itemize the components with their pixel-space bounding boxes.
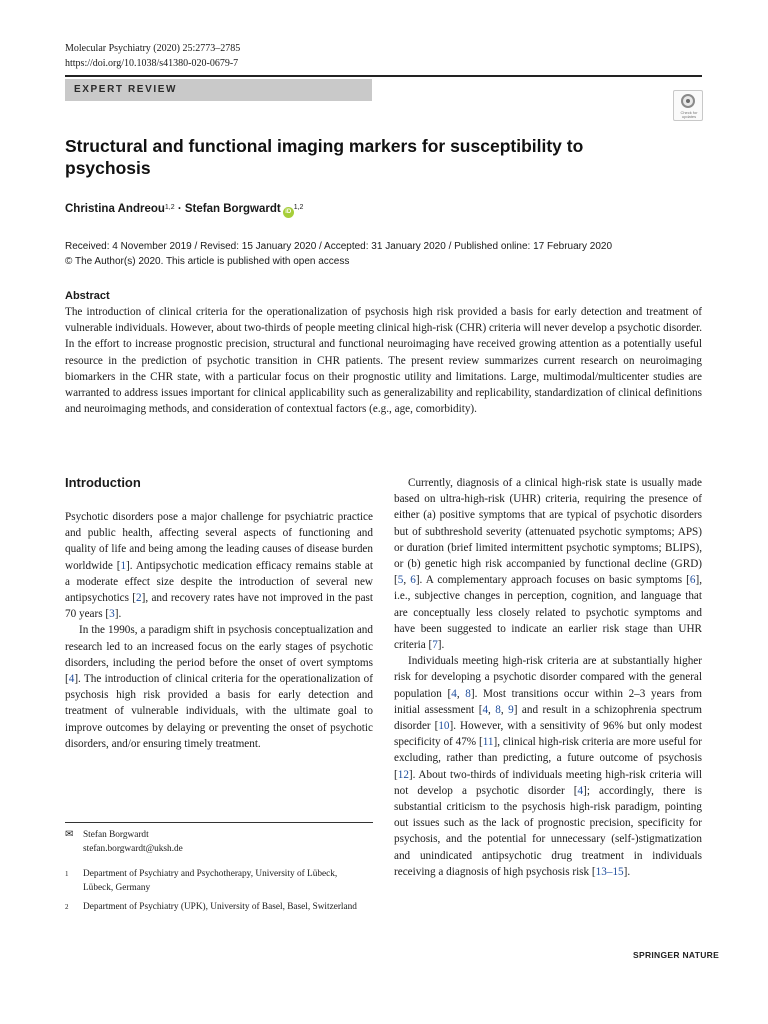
reference-link[interactable]: 7	[432, 639, 438, 652]
check-for-updates-badge[interactable]	[673, 90, 703, 121]
license-line: © The Author(s) 2020. This article is published with open access	[65, 255, 350, 267]
reference-link[interactable]: 10	[438, 720, 450, 733]
paragraph-text: ,	[403, 574, 411, 587]
article-type-band: EXPERT REVIEW	[65, 79, 372, 101]
paragraph-text: ] and result in a schizophrenia spectrum disorder [	[394, 703, 702, 733]
reference-link[interactable]: 8	[465, 687, 471, 700]
paragraph-text: ], and recovery rates have not improved in the past 70 years [	[65, 592, 374, 621]
abstract-text: The introduction of clinical criteria for the operationalization of psychosis high risk provided a basis for early detection and treatment of vulnerable individuals. However, about two-thirds of people meeting clinical high-risk (CHR) criteria will never develop a psychotic disorder. In the effort to increase prognostic precision, structural and functional neuroimaging have received growing attention as a potentially useful resource in the prediction of psychotic transition in CHR patients. The present review summarizes current research on neuroimaging biomarkers in the CHR state, with a particular focus on their prognostic utility and limitations. Large, multimodal/multicenter studies are warranted to address issues important for clinical applicability such as generalizability and replicability, standardization of clinical definitions and neuroimaging methods, and consideration of contextual factors (e.g., age, comorbidity).	[65, 306, 702, 416]
paragraph-text: ].	[114, 608, 122, 621]
paragraph-text: ]. A complementary approach focuses on basic symptoms [	[415, 574, 690, 587]
journal-header	[65, 41, 240, 71]
introduction-heading: Introduction	[65, 475, 141, 490]
reference-link[interactable]: 6	[689, 574, 696, 587]
reference-link[interactable]: 1	[120, 559, 127, 572]
journal-citation: Molecular Psychiatry (2020) 25:2773–2785	[65, 43, 241, 54]
author-affil-sup: 1,2	[164, 204, 175, 211]
footnote-rule	[65, 822, 373, 823]
body-paragraph	[65, 622, 373, 752]
abstract-heading: Abstract	[65, 290, 110, 302]
reference-link[interactable]: 3	[109, 608, 115, 621]
affiliation-item	[65, 901, 363, 915]
affiliation-number: 2	[65, 903, 69, 911]
paragraph-text: ,	[488, 703, 496, 716]
paragraph-text: ]. About two-thirds of individuals meeting high-risk criteria will not develop a psychotic disorder [	[394, 768, 702, 797]
author-list	[65, 201, 303, 218]
right-column-body	[394, 475, 702, 880]
paragraph-text: ,	[456, 687, 466, 700]
paragraph-text: ].	[623, 865, 631, 878]
correspondence-email[interactable]: stefan.borgwardt@uksh.de	[83, 843, 183, 854]
reference-link[interactable]: 2	[136, 592, 142, 605]
paragraph-text: ]. The introduction of clinical criteria for the operationalization of psychosis high risk provided a basis for early detection and treatment of vulnerable individuals, with the ultimate goal to improve outcomes by delaying or preventing the onset of psychotic disorders, and/or ensuring timely treatment.	[65, 673, 373, 750]
check-for-updates-icon	[681, 94, 695, 108]
reference-link[interactable]: 4	[577, 784, 584, 797]
publisher-logo: SPRINGER NATURE	[633, 950, 720, 960]
header-rule	[65, 75, 702, 77]
paragraph-text: ].	[437, 639, 445, 652]
paragraph-text: ], i.e., subjective changes in perception, cognition, and language that are conceptually less closely related to psychotic symptoms and have been suggested to indicate an earlier risk stage than UHR criteria [	[394, 574, 703, 652]
affiliation-text: Department of Psychiatry and Psychotherapy, University of Lübeck, Lübeck, Germany	[83, 869, 338, 893]
reference-link[interactable]: 4	[451, 687, 457, 700]
affiliation-text: Department of Psychiatry (UPK), University of Basel, Basel, Switzerland	[83, 902, 357, 912]
author-separator: ·	[177, 203, 182, 215]
reference-link[interactable]: 4	[482, 703, 489, 716]
reference-link[interactable]: 9	[508, 703, 514, 716]
paragraph-text: ], clinical high-risk criteria are more useful for excluding, rather than predicting, a future outcome of psychosis [	[394, 736, 702, 781]
paragraph-text: Currently, diagnosis of a clinical high-risk state is usually made based on ultra-high-risk (UHR) criteria, requiring the presence of either (a) positive symptoms that are typical of psychotic disorders but of subthreshold severity (attenuated psychotic symptoms; APS) or duration (brief limited intermittent psychotic symptoms; BLIPS), or (b) genetic high risk accompanied by functional decline (GRD) [	[394, 477, 702, 587]
article-history	[65, 240, 612, 269]
author-name[interactable]: Stefan Borgwardt	[184, 203, 281, 215]
reference-link[interactable]: 12	[397, 768, 409, 781]
affiliation-item	[65, 868, 363, 895]
reference-link[interactable]: 8	[495, 703, 501, 716]
paragraph-text: ]. Most transitions occur within 2–3 years from initial assessment [	[394, 687, 702, 716]
reference-link[interactable]: 5	[397, 574, 404, 587]
body-paragraph	[394, 653, 702, 880]
body-paragraph	[65, 509, 373, 622]
reference-link[interactable]: 13–15	[595, 865, 624, 878]
doi-link[interactable]: https://doi.org/10.1038/s41380-020-0679-7	[65, 58, 239, 69]
dates-line: Received: 4 November 2019 / Revised: 15 January 2020 / Accepted: 31 January 2020 / Published online: 17 February 2020	[65, 241, 613, 252]
paragraph-text: ]; accordingly, there is substantial criticism to the psychosis high-risk paradigm, pointing out issues such as the lack of prognostic precision, specificity for psychosis, and the potential for unnecessary (self-)stigmatization and unindicated antipsychotic drug treatment in individuals receiving a diagnosis of high psychosis risk [	[394, 784, 702, 878]
reference-link[interactable]: 4	[68, 673, 75, 686]
article-title: Structural and functional imaging markers for susceptibility to psychosis	[65, 136, 584, 178]
correspondence-note	[65, 828, 183, 856]
reference-link[interactable]: 6	[410, 574, 416, 587]
envelope-icon: ✉	[65, 829, 74, 840]
affiliation-number: 1	[65, 870, 69, 878]
check-for-updates-label: Check for updates	[680, 110, 698, 119]
author-affil-sup: 1,2	[293, 204, 304, 211]
paragraph-text: ]. However, with a sensitivity of 96% but only modest specificity of 47% [	[394, 720, 702, 749]
paragraph-text: In the 1990s, a paradigm shift in psychosis conceptualization and research led to an increased focus on the early stages of psychotic disorders, including the period before the onset of overt symptoms [	[65, 624, 373, 686]
paragraph-text: Individuals meeting high-risk criteria are at substantially higher risk for developing a psychotic disorder compared with the general population [	[394, 655, 702, 700]
paragraph-text: ]. Antipsychotic medication efficacy remains stable at a moderate effect size despite the introduction of several new antipsychotics [	[65, 559, 373, 605]
paragraph-text: Psychotic disorders pose a major challenge for psychiatric practice and public health, affecting several aspects of functioning and quality of life and being among the leading causes of disease burden worldwide [	[65, 511, 373, 572]
paragraph-text: ,	[500, 703, 509, 716]
orcid-icon[interactable]: iD	[283, 207, 294, 218]
reference-link[interactable]: 11	[482, 736, 494, 749]
left-column-body	[65, 509, 373, 752]
correspondence-name: Stefan Borgwardt	[83, 830, 149, 840]
body-paragraph	[394, 475, 702, 653]
author-name[interactable]: Christina Andreou	[65, 203, 165, 215]
